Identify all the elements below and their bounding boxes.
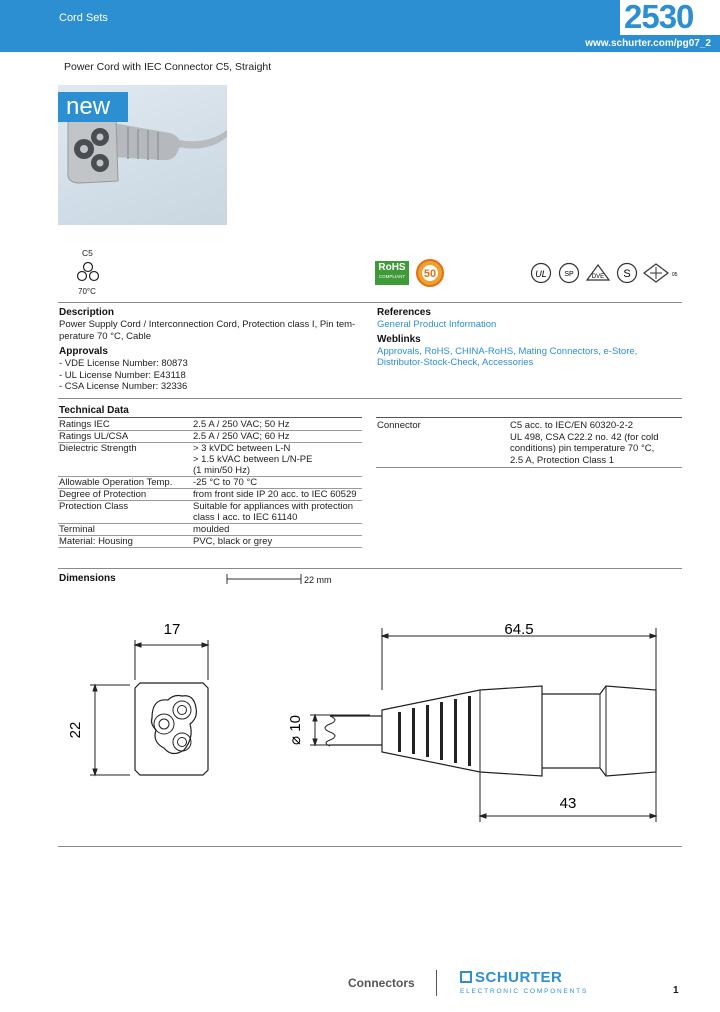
- table-row: [58, 524, 362, 536]
- connector-bottom-rule: [376, 467, 682, 468]
- list-item: - CSA License Number: 32336: [59, 381, 188, 392]
- table-cell-value: [192, 443, 362, 477]
- value-line: from front side IP 20 acc. to IEC 60529: [193, 489, 357, 500]
- list-item: - VDE License Number: 80873: [59, 358, 188, 369]
- table-cell-label: Ratings IEC: [58, 419, 192, 431]
- footer-divider: [436, 970, 437, 996]
- technical-data-heading: Technical Data: [59, 405, 129, 416]
- dim-22-label: 22: [67, 721, 84, 739]
- table-row: [58, 443, 362, 477]
- c5-symbol-icon: [74, 260, 102, 284]
- svg-text:S: S: [623, 268, 631, 280]
- dim-17-label: 17: [163, 621, 181, 638]
- logo-mark-icon: [460, 971, 472, 983]
- table-cell-label: Ratings UL/CSA: [58, 431, 192, 443]
- rohs-badge-icon: RoHS COMPLIANT: [375, 261, 409, 285]
- value-line: (1 min/50 Hz): [193, 465, 251, 476]
- table-cell-label: Allowable Operation Temp.: [58, 477, 192, 489]
- side-view-drawing: [270, 610, 680, 830]
- table-cell-value: [192, 536, 362, 548]
- table-cell-label: Terminal: [58, 524, 192, 536]
- weblinks-line1[interactable]: Approvals, RoHS, CHINA-RoHS, Mating Connectors, e-Store,: [377, 346, 638, 357]
- approvals-list: [59, 358, 188, 393]
- value-line: Suitable for appliances with protection: [193, 501, 354, 512]
- table-cell-value: [192, 419, 362, 431]
- general-info-link[interactable]: General Product Information: [377, 319, 497, 330]
- svg-text:UL: UL: [535, 269, 547, 279]
- value-line: -25 °C to 70 °C: [193, 477, 258, 488]
- connector-top-rule: [376, 417, 682, 418]
- value-line: PVC, black or grey: [193, 536, 273, 547]
- series-number: 2530: [624, 0, 694, 35]
- table-cell-label: Degree of Protection: [58, 489, 192, 501]
- weblinks-heading: Weblinks: [377, 334, 421, 345]
- table-top-rule: [58, 417, 362, 418]
- dim-diameter-10-label: ⌀ 10: [287, 715, 304, 745]
- svg-text:50: 50: [423, 268, 437, 280]
- product-url-link[interactable]: www.schurter.com/pg07_2: [585, 38, 711, 49]
- technical-data-table: [58, 419, 362, 548]
- section-divider: [58, 568, 682, 569]
- footer-section-label: Connectors: [348, 976, 415, 990]
- svg-text:SP: SP: [564, 271, 574, 278]
- table-row: [58, 536, 362, 548]
- section-divider: [58, 398, 682, 399]
- ul-recognized-icon: [530, 262, 552, 284]
- table-row: [58, 489, 362, 501]
- symbol-label: C5: [82, 248, 93, 258]
- scale-label: 22 mm: [304, 575, 332, 585]
- table-cell-value: [192, 524, 362, 536]
- connector-label: Connector: [377, 420, 421, 431]
- table-row: [58, 501, 362, 524]
- dim-64-5-label: 64.5: [504, 621, 534, 638]
- connector-value: C5 acc. to IEC/EN 60320-2-2 UL 498, CSA C22.2 no. 42 (for cold conditions) pin temperature 70 °C, 2.5 A, Protection Class 1: [510, 420, 659, 466]
- table-cell-label: Dielectric Strength: [58, 443, 192, 477]
- weblinks-line2[interactable]: Distributor-Stock-Check, Accessories: [377, 357, 534, 368]
- table-cell-value: [192, 501, 362, 524]
- svg-text:DVE: DVE: [591, 274, 605, 280]
- schurter-logo: SCHURTER: [460, 969, 562, 986]
- description-heading: Description: [59, 307, 115, 318]
- scale-bar-icon: [225, 572, 305, 586]
- product-subtitle: Power Cord with IEC Connector C5, Straight: [64, 61, 272, 73]
- symbol-temp: 70°C: [78, 287, 96, 296]
- table-cell-value: [192, 477, 362, 489]
- page-number: 1: [673, 985, 679, 996]
- front-view-drawing: [60, 610, 240, 800]
- s-mark-icon: [616, 262, 638, 284]
- table-cell-value: [192, 431, 362, 443]
- approvals-heading: Approvals: [59, 346, 108, 357]
- value-line: class I acc. to IEC 61140: [193, 512, 298, 523]
- value-line: 2.5 A / 250 VAC; 50 Hz: [193, 419, 290, 430]
- value-line: > 3 kVDC between L-N: [193, 443, 291, 454]
- value-line: moulded: [193, 524, 230, 535]
- new-badge: new: [58, 92, 128, 122]
- table-cell-label: Protection Class: [58, 501, 192, 524]
- table-cell-value: [192, 489, 362, 501]
- eac-ccc-icon: [642, 262, 678, 284]
- list-item: - UL License Number: E43118: [59, 369, 186, 381]
- table-cell-label: Material: Housing: [58, 536, 192, 548]
- vde-icon: [585, 262, 611, 284]
- dimensions-heading: Dimensions: [59, 573, 116, 584]
- svg-text:05: 05: [672, 272, 678, 278]
- section-divider: [58, 302, 682, 303]
- dim-43-label: 43: [559, 795, 577, 812]
- value-line: > 1.5 kVAC between L/N-PE: [193, 454, 313, 465]
- header-band: [0, 0, 720, 35]
- table-row: [58, 419, 362, 431]
- section-divider: [58, 846, 682, 847]
- brand-subtitle: ELECTRONIC COMPONENTS: [460, 988, 589, 995]
- references-heading: References: [377, 307, 431, 318]
- description-text: Power Supply Cord / Interconnection Cord, Protection class I, Pin tem- perature 70 °C, Cable: [59, 319, 356, 342]
- table-row: [58, 477, 362, 489]
- category-title: Cord Sets: [59, 12, 108, 24]
- china-rohs-50-icon: [414, 258, 446, 288]
- csa-icon: [558, 262, 580, 284]
- table-row: [58, 431, 362, 443]
- value-line: 2.5 A / 250 VAC; 60 Hz: [193, 431, 290, 442]
